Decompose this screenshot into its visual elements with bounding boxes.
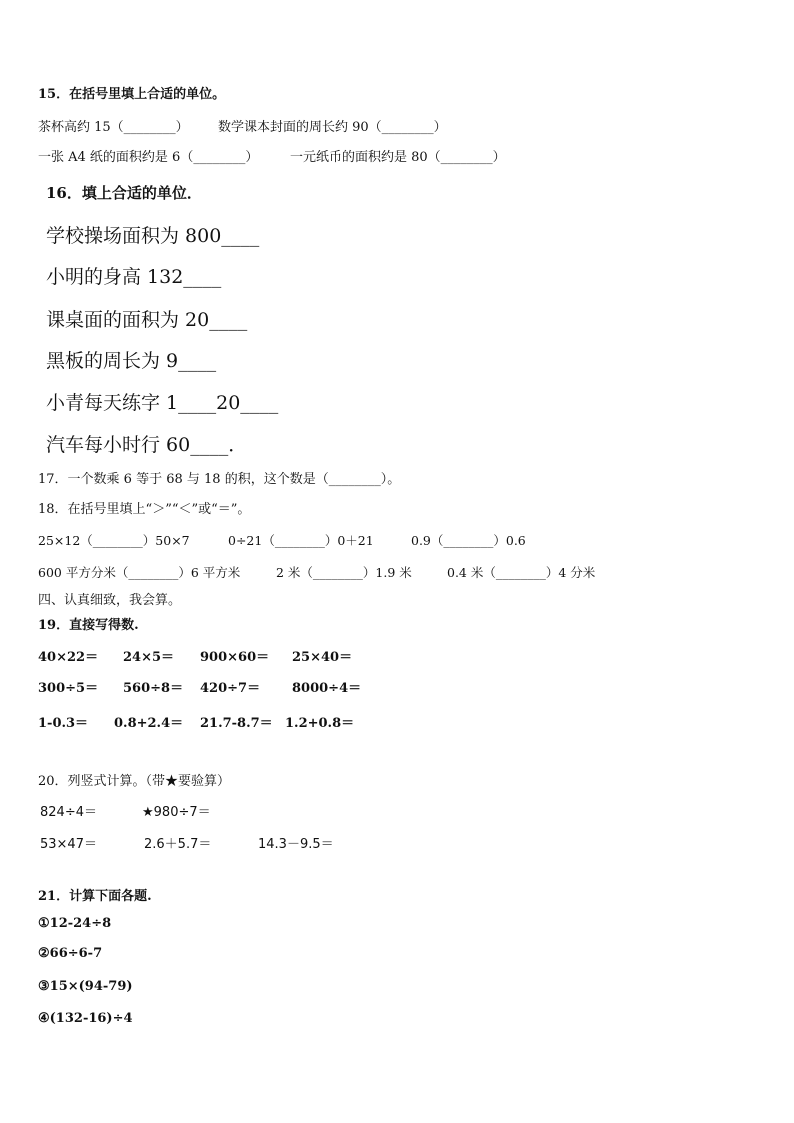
q16-item-car-speed: 汽车每小时行 60____．: [46, 434, 248, 456]
q16-item-practice: 小青每天练字 1____20____: [46, 392, 279, 414]
q20-title: 20．列竖式计算。（带★要验算）: [38, 774, 231, 789]
q20-problem: 14.3－9.5＝: [258, 837, 334, 852]
q20-problem: 53×47＝: [40, 837, 97, 852]
q19-problem: 8000÷4＝: [292, 681, 362, 696]
q15-item-banknote-area: 一元纸币的面积约是 80（________）: [290, 150, 506, 165]
section-4-title: 四、认真细致，我会算。: [38, 593, 182, 608]
q19-problem: 24×5＝: [123, 650, 175, 665]
q19-problem: 420÷7＝: [200, 681, 261, 696]
q18-compare-4: 600 平方分米（________）6 平方米: [38, 565, 241, 580]
q19-problem: 1.2+0.8＝: [285, 716, 355, 731]
q18-title: 18．在括号里填上“＞”“＜”或“＝”。: [38, 502, 251, 517]
q18-compare-2: 0÷21（________）0＋21: [228, 533, 374, 548]
q15-item-book-perimeter: 数学课本封面的周长约 90（________）: [218, 120, 447, 135]
q17-text: 17．一个数乘 6 等于 68 与 18 的积，这个数是（________）。: [38, 472, 401, 487]
q19-problem: 300÷5＝: [38, 681, 99, 696]
q20-problem-verify: ★980÷7＝: [142, 805, 211, 820]
q19-problem: 40×22＝: [38, 650, 99, 665]
q16-item-playground: 学校操场面积为 800____: [46, 225, 260, 247]
q19-problem: 21.7-8.7＝: [200, 716, 273, 731]
q18-compare-6: 0.4 米（________）4 分米: [447, 565, 596, 580]
q20-problem: 2.6＋5.7＝: [144, 837, 212, 852]
q19-problem: 900×60＝: [200, 650, 270, 665]
q16-item-blackboard: 黑板的周长为 9____: [46, 350, 217, 372]
q18-compare-3: 0.9（________）0.6: [411, 533, 526, 548]
q18-compare-1: 25×12（________）50×7: [38, 533, 190, 548]
q20-problem: 824÷4＝: [40, 805, 97, 820]
q19-problem: 0.8+2.4＝: [114, 716, 184, 731]
q19-title: 19．直接写得数.: [38, 618, 139, 633]
q21-item: ①12-24÷8: [38, 916, 112, 931]
q16-item-desk-area: 课桌面的面积为 20____: [46, 309, 248, 331]
q21-item: ④(132-16)÷4: [38, 1011, 133, 1026]
q21-item: ②66÷6-7: [38, 946, 103, 961]
q21-item: ③15×(94-79): [38, 979, 133, 994]
q21-title: 21．计算下面各题.: [38, 889, 152, 904]
q15-item-cup-height: 茶杯高约 15（________）: [38, 120, 189, 135]
q18-compare-5: 2 米（________）1.9 米: [276, 565, 412, 580]
q19-problem: 560÷8＝: [123, 681, 184, 696]
q16-title: 16．填上合适的单位．: [46, 184, 202, 202]
q15-title: 15．在括号里填上合适的单位。: [38, 87, 226, 102]
q19-problem: 25×40＝: [292, 650, 353, 665]
q16-item-height: 小明的身高 132____: [46, 266, 222, 288]
q15-item-a4-area: 一张 A4 纸的面积约是 6（________）: [38, 150, 259, 165]
q19-problem: 1-0.3＝: [38, 716, 89, 731]
